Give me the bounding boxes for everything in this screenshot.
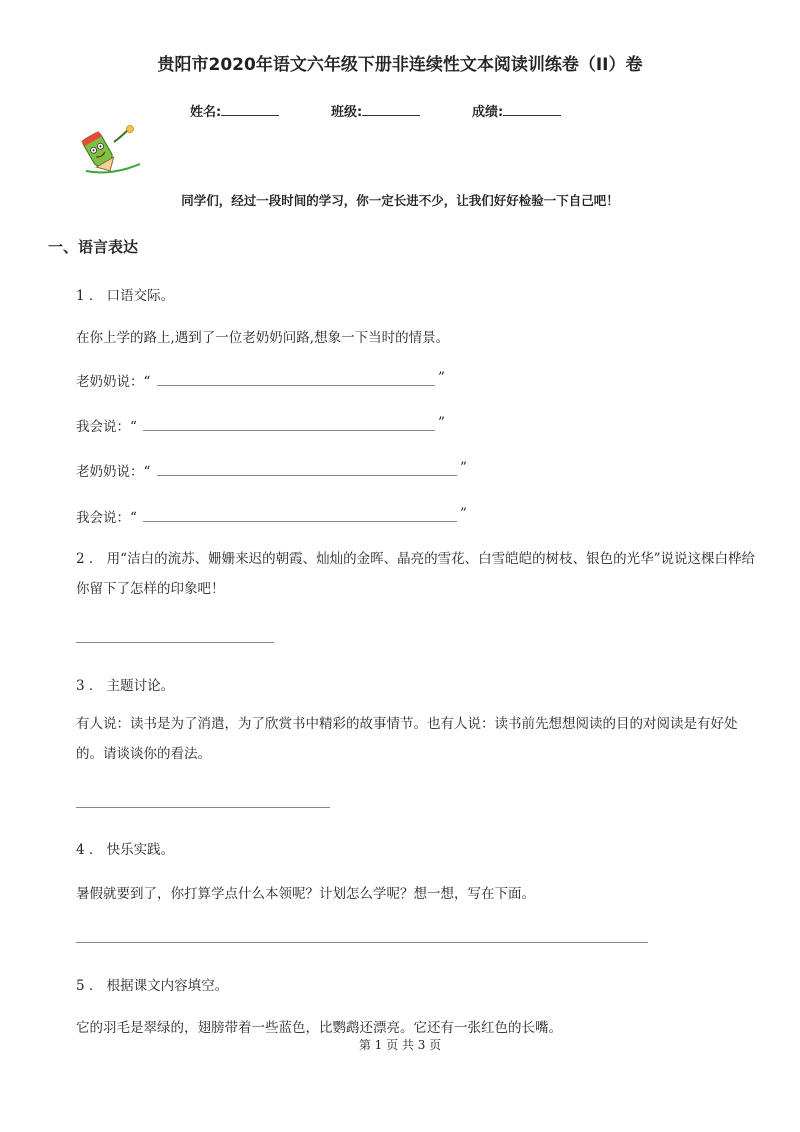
q2-text: 2 ． 用“洁白的流苏、姗姗来迟的朝霞、灿灿的金晖、晶亮的雪花、白雪皑皑的树枝、银色的光华”说说这棵白桦给你留下了怎样的印象吧！ [76,551,755,597]
answer-blank-4[interactable] [143,521,457,522]
name-field [190,101,279,120]
class-blank[interactable] [362,103,420,116]
dialog-close-quote: ” [438,370,445,386]
q1-heading: 1 ． 口语交际。 [76,288,175,304]
score-field [472,101,561,120]
dialog-speaker: 老奶奶说：“ [76,374,151,390]
q5-text: 它的羽毛是翠绿的，翅膀带着一些蓝色，比鹦鹉还漂亮。它还有一张红色的长嘴。 [76,1020,562,1036]
q3-answer-line[interactable] [76,807,330,808]
q1-prompt: 在你上学的路上,遇到了一位老奶奶问路,想象一下当时的情景。 [76,330,450,346]
class-field [331,101,420,120]
score-label: 成绩: [472,105,504,120]
dialog-close-quote: ” [438,415,445,431]
q3-heading: 3 ． 主题讨论。 [76,678,175,694]
score-blank[interactable] [503,103,561,116]
q1-dialog-line-3 [76,460,150,480]
section-title: 一、语言表达 [48,238,139,256]
answer-blank-2[interactable] [143,430,435,431]
q1-dialog-line-4 [76,506,137,526]
answer-blank-3[interactable] [157,475,457,476]
page-footer: 第 1 页 共 3 页 [358,1038,442,1052]
dialog-close-quote: ” [460,460,467,476]
q4-answer-line[interactable] [76,942,648,943]
dialog-speaker: 我会说：“ [76,419,137,435]
page-title: 贵阳市2020年语文六年级下册非连续性文本阅读训练卷（II）卷 [157,55,643,75]
q1-dialog-line-1 [76,370,150,390]
q4-heading: 4 ． 快乐实践。 [76,842,175,858]
q4-text: 暑假就要到了，你打算学点什么本领呢？计划怎么学呢？想一想，写在下面。 [76,886,535,902]
class-label: 班级: [331,105,363,120]
name-label: 姓名: [190,105,222,120]
q5-heading: 5 ． 根据课文内容填空。 [76,978,229,994]
dialog-close-quote: ” [460,506,467,522]
pencil-mascot-icon [76,124,146,176]
name-blank[interactable] [221,103,279,116]
dialog-speaker: 老奶奶说：“ [76,464,151,480]
dialog-speaker: 我会说：“ [76,510,137,526]
q1-dialog-line-2 [76,415,137,435]
q3-text: 有人说：读书是为了消遣，为了欣赏书中精彩的故事情节。也有人说：读书前先想想阅读的目的对阅读是有好处的。请谈谈你的看法。 [76,716,738,762]
answer-blank-1[interactable] [157,385,435,386]
greeting-text: 同学们，经过一段时间的学习，你一定长进不少，让我们好好检验一下自己吧！ [181,193,619,208]
q2-answer-line[interactable] [76,642,274,643]
